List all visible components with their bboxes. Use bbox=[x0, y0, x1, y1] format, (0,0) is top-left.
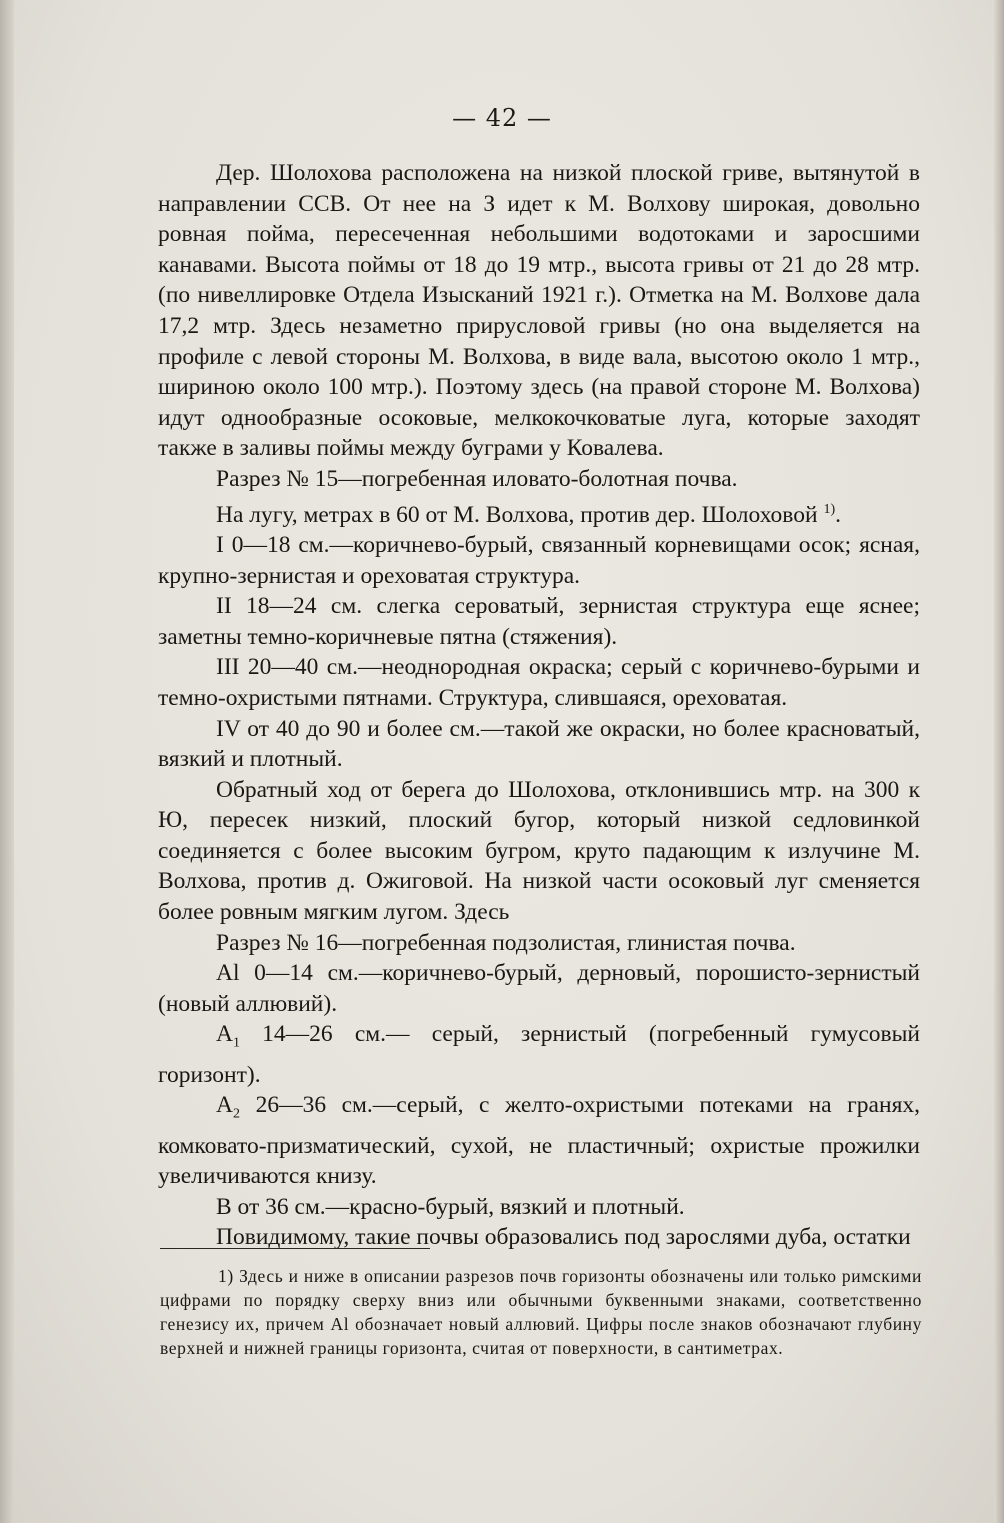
paragraph-section-15-location: На лугу, метрах в 60 от М. Волхова, против дер. Шолоховой $^{1)}$. bbox=[216, 501, 841, 528]
body-text bbox=[158, 158, 920, 1253]
location-text: На лугу, метрах в 60 от М. Волхова, против дер. Шолоховой bbox=[216, 501, 818, 528]
page-edge-left bbox=[0, 0, 14, 1523]
page-number: — 42 — bbox=[452, 104, 552, 132]
paragraph-horizon-iii: III 20—40 см.—неоднородная окраска; серый с коричнево-бурыми и темно-охристыми пятнами. Структура, слившаяся, ореховатая. bbox=[158, 654, 920, 711]
horizon-a1-label: $A_1$ bbox=[216, 1021, 240, 1052]
footnote-paragraph bbox=[160, 1264, 922, 1360]
footnote-marker: 1) bbox=[218, 1266, 234, 1286]
footnote-text: Здесь и ниже в описании разрезов почв горизонты обозначены или только римскими цифрами по порядку сверху вниз или обычными буквенными знаками, соответственно генезису их, причем Al обозначает новый аллювий. Цифры после знаков обозначают глубину верхней и нижней границы горизонта, считая от поверхности, в сантиметрах. bbox=[160, 1266, 922, 1358]
horizon-a1-text: 14—26 см.— серый, зернистый (погребенный гумусовый горизонт). bbox=[158, 1021, 920, 1088]
paragraph-section-15-title: Разрез № 15—погребенная иловато-болотная почва. bbox=[216, 465, 738, 492]
horizon-a2-text: 26—36 см.—серый, с желто-охристыми потеками на гранях, комковато-призматический, сухой, не пластичный; охристые прожилки увеличиваются книзу. bbox=[158, 1092, 920, 1190]
paragraph-horizon-a2 bbox=[158, 1090, 920, 1191]
paragraph-section-16-title: Разрез № 16—погребенная подзолистая, глинистая почва. bbox=[216, 929, 796, 956]
paragraph-horizon-iv: IV от 40 до 90 и более см.—такой же окраски, но более красноватый, вязкий и плотный. bbox=[158, 715, 920, 773]
horizon-a2-label: $A_2$ bbox=[216, 1092, 240, 1123]
paragraph-horizon-al: Al 0—14 см.—коричнево-бурый, дерновый, порошисто-зернистый (новый аллювий). bbox=[158, 960, 920, 1017]
paragraph-conclusion: Повидимому, такие почвы образовались под зарослями дуба, остатки bbox=[216, 1224, 911, 1251]
paragraph-return-route: Обратный ход от берега до Шолохова, отклонившись мтр. на 300 к Ю, пересек низкий, плоский бугор, который низкой седловинкой соединяется с более высоким бугром, круто падающим к излучине М. Волхова, против д. Ожиговой. На низкой части осоковый луг сменяется более ровным мягким лугом. Здесь bbox=[158, 776, 920, 926]
paragraph-village-description: Дер. Шолохова расположена на низкой плоской гриве, вытянутой в направлении ССВ. От нее на З идет к М. Волхову широкая, довольно ровная пойма, пересеченная небольшими водотоками и заросшими канавами. Высота поймы от 18 до 19 мтр., высота гривы от 21 до 28 мтр. (по нивеллировке Отдела Изысканий 1921 г.). Отметка на М. Волхове дала 17,2 мтр. Здесь незаметно прирусловой гривы (но она выделяется на профиле с левой стороны М. Волхова, в виде вала, высотою около 1 мтр., шириною около 100 мтр.). Поэтому здесь (на правой стороне М. Волхова) идут однообразные осоковые, мелкокочковатые луга, которые заходят также в заливы поймы между буграми у Ковалева. bbox=[158, 160, 920, 462]
footnote-reference[interactable]: 1) bbox=[823, 501, 836, 517]
footnote bbox=[160, 1264, 922, 1360]
page-edge-right bbox=[994, 0, 1004, 1523]
paragraph-horizon-b: В от 36 см.—красно-бурый, вязкий и плотный. bbox=[216, 1193, 685, 1220]
footnote-divider bbox=[160, 1248, 430, 1249]
paragraph-horizon-ii: II 18—24 см. слегка сероватый, зернистая структура еще яснее; заметны темно-коричневые пятна (стяжения). bbox=[158, 593, 920, 650]
paragraph-horizon-i: I 0—18 см.—коричнево-бурый, связанный корневищами осок; ясная, крупно-зернистая и ореховатая структура. bbox=[158, 531, 920, 589]
paragraph-horizon-a1 bbox=[158, 1019, 920, 1090]
